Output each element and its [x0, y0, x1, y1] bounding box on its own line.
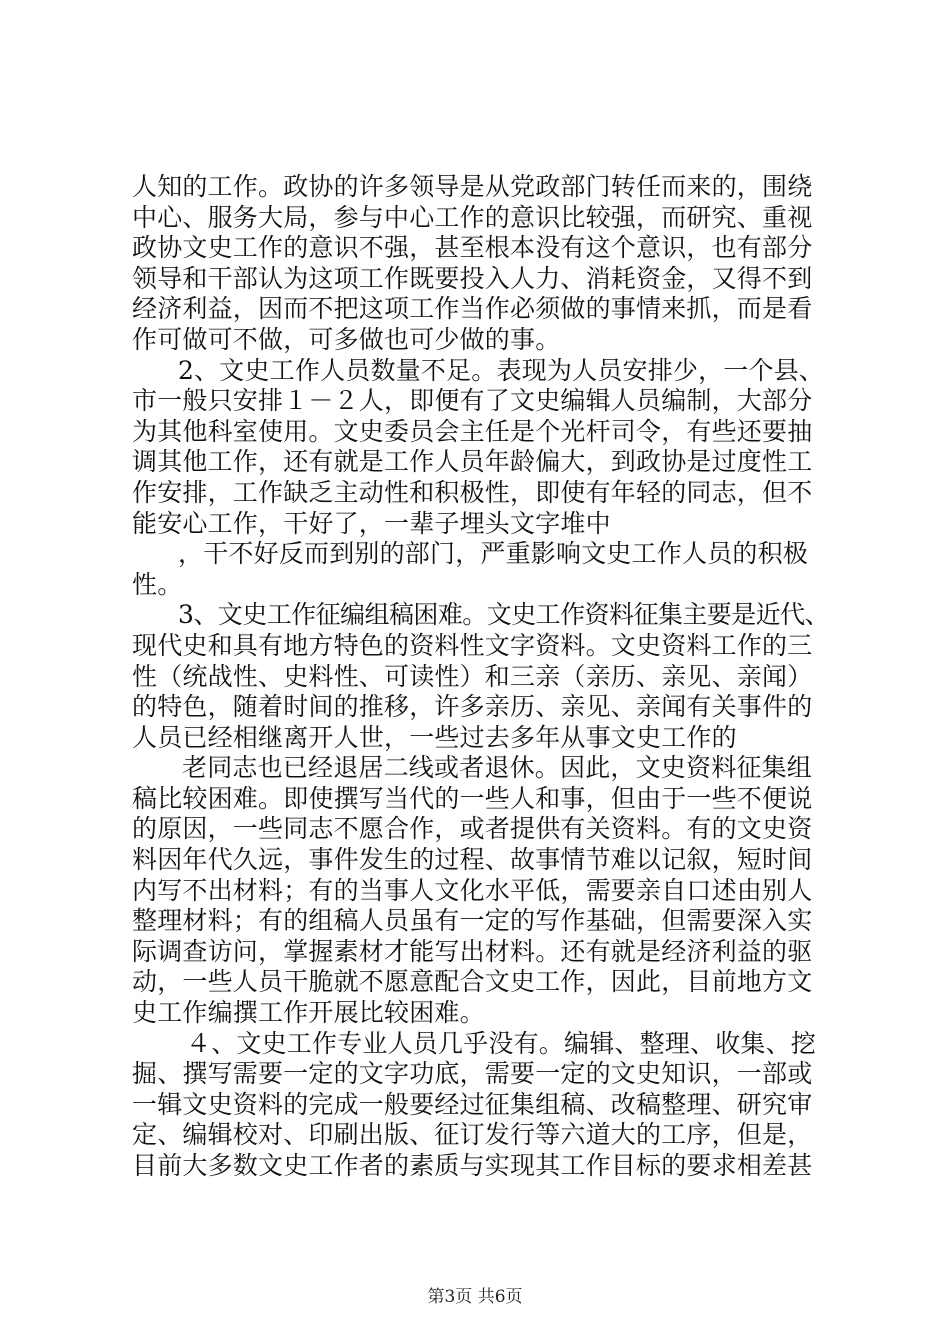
- text-line: 市一般只安排１－２人，即便有了文史编辑人员编制，大部分: [132, 386, 813, 416]
- text-line: 掘、撰写需要一定的文字功底，需要一定的文史知识，一部或: [132, 1059, 813, 1089]
- text-line: 为其他科室使用。文史委员会主任是个光杆司令，有些还要抽: [132, 416, 813, 446]
- text-line: 定、编辑校对、印刷出版、征订发行等六道大的工序，但是，: [132, 1120, 813, 1150]
- text-line: 领导和干部认为这项工作既要投入人力、消耗资金，又得不到: [132, 263, 813, 293]
- text-line: 调其他工作，还有就是工作人员年龄偏大，到政协是过度性工: [132, 447, 813, 477]
- text-line: 能安心工作，干好了，一辈子埋头文字堆中: [132, 508, 611, 538]
- text-line: 目前大多数文史工作者的素质与实现其工作目标的要求相差甚: [132, 1151, 813, 1180]
- text-line: 史工作编撰工作开展比较困难。: [132, 998, 485, 1028]
- text-line: 经济利益，因而不把这项工作当作必须做的事情来抓，而是看: [132, 294, 813, 324]
- text-line: 动，一些人员干脆就不愿意配合文史工作，因此，目前地方文: [132, 967, 813, 997]
- text-line: 政协文史工作的意识不强，甚至根本没有这个意识，也有部分: [132, 233, 813, 263]
- text-line: 际调查访问，掌握素材才能写出材料。还有就是经济利益的驱: [132, 936, 813, 966]
- text-line: 的原因，一些同志不愿合作，或者提供有关资料。有的文史资: [132, 814, 813, 844]
- text-line: 现代史和具有地方特色的资料性文字资料。文史资料工作的三: [132, 630, 813, 660]
- text-line: 人员已经相继离开人世，一些过去多年从事文史工作的: [132, 722, 737, 752]
- paragraph-start-line: 2、文史工作人员数量不足。表现为人员安排少，一个县、: [178, 355, 825, 385]
- text-line: 老同志也已经退居二线或者退休。因此，文史资料征集组: [182, 753, 813, 783]
- text-line: 料因年代久远，事件发生的过程、故事情节难以记叙，短时间: [132, 845, 813, 875]
- text-line: 稿比较困难。即使撰写当代的一些人和事，但由于一些不便说: [132, 783, 813, 813]
- text-line: 性。: [132, 569, 183, 599]
- page-number-footer: 第3页 共6页: [427, 1287, 523, 1307]
- text-line: 人知的工作。政协的许多领导是从党政部门转任而来的，围绕: [132, 172, 813, 201]
- text-line: 整理材料；有的组稿人员虽有一定的写作基础，但需要深入实: [132, 906, 813, 936]
- text-line: 一辑文史资料的完成一般要经过征集组稿、改稿整理、研究审: [132, 1089, 813, 1119]
- paragraph-start-line: ４、文史工作专业人员几乎没有。编辑、整理、收集、挖: [186, 1028, 817, 1058]
- text-line: 的特色，随着时间的推移，许多亲历、亲见、亲闻有关事件的: [132, 692, 813, 722]
- body-text: [132, 172, 832, 1182]
- text-line: 作安排，工作缺乏主动性和积极性，即使有年轻的同志，但不: [132, 477, 813, 507]
- text-line: 内写不出材料；有的当事人文化水平低，需要亲自口述由别人: [132, 875, 813, 905]
- text-line: ，干不好反而到别的部门，严重影响文史工作人员的积极: [178, 539, 809, 569]
- paragraph-start-line: 3、文史工作征编组稿困难。文史工作资料征集主要是近代、: [178, 600, 830, 630]
- text-line: 中心、服务大局，参与中心工作的意识比较强，而研究、重视: [132, 202, 813, 232]
- text-line: 作可做可不做，可多做也可少做的事。: [132, 324, 561, 354]
- text-line: 性（统战性、史料性、可读性）和三亲（亲历、亲见、亲闻）: [132, 661, 813, 691]
